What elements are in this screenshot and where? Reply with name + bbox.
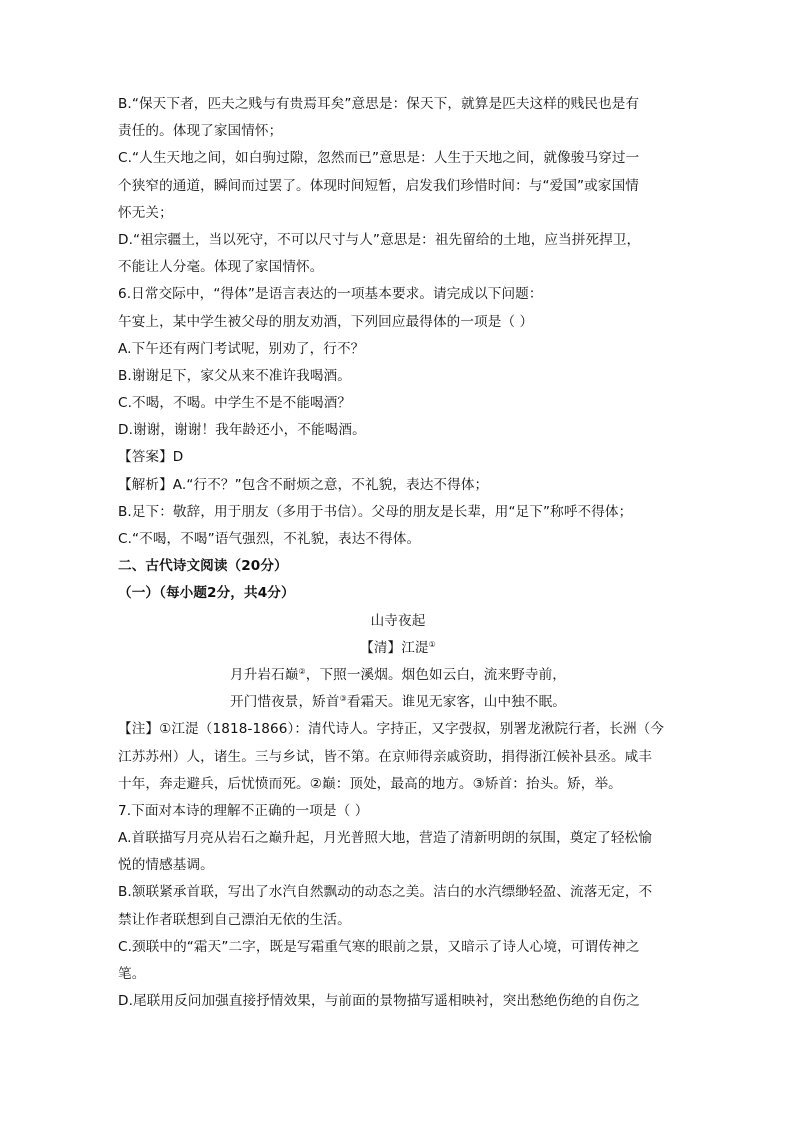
text-line: 个狭窄的通道，瞬间而过罢了。体现时间短暂，启发我们珍惜时间：与“爱国”或家国情	[118, 177, 639, 194]
poem-line: 开门惜夜景，矫首③看霜天。谁见无家客，山中独不眠。	[230, 694, 566, 711]
option-d: D.尾联用反问加强直接抒情效果，与前面的景物描写遥相映衬，突出愁绝伤绝的自伤之	[118, 993, 640, 1010]
poem-line: 月升岩石巅②，下照一溪烟。烟色如云白，流来野寺前，	[230, 666, 566, 683]
option-b: B.谢谢足下，家父从来不准许我喝酒。	[118, 367, 351, 384]
note-line: 【注】①江湜（1818-1866）：清代诗人。字持正，又字弢叔，别署龙湫院行者，长洲（今	[118, 721, 665, 738]
footnote-marker: ②	[298, 666, 306, 676]
poem-title: 山寺夜起	[370, 612, 426, 629]
subsection-heading: （一）（每小题2分，共4分）	[118, 585, 295, 602]
analysis-line: 【解析】A.“行不？”包含不耐烦之意，不礼貌，表达不得体；	[118, 476, 489, 493]
text-line: D.“祖宗疆土，当以死守，不可以尺寸与人”意思是：祖先留给的土地，应当拼死捍卫，	[118, 231, 641, 248]
note-line: 江苏苏州）人，诸生。三与乡试，皆不第。在京师得亲戚资助，捐得浙江候补县丞。咸丰	[118, 748, 653, 765]
section-heading: 二、古代诗文阅读（20分）	[118, 558, 288, 575]
question-6-prompt: 午宴上，某中学生被父母的朋友劝酒，下列回应最得体的一项是（ ）	[118, 313, 534, 330]
footnote-marker: ①	[428, 639, 436, 649]
text-line: B.“保天下者，匹夫之贱与有贵焉耳矣”意思是：保天下，就算是匹夫这样的贱民也是有	[118, 96, 640, 112]
footnote-marker: ③	[339, 694, 347, 704]
document-page	[118, 92, 678, 1016]
analysis-line: B.足下：敬辞，用于朋友（多用于书信）。父母的朋友是长辈，用“足下”称呼不得体；	[118, 503, 633, 520]
question-7-stem: 7.下面对本诗的理解不正确的一项是（ ）	[118, 802, 369, 819]
option-a: A.下午还有两门考试呢，别劝了，行不？	[118, 340, 365, 357]
text-line: 怀无关；	[118, 204, 173, 221]
poem-author: 【清】江湜①	[360, 639, 436, 656]
text-line: C.“人生天地之间，如白驹过隙，忽然而已”意思是：人生于天地之间，就像骏马穿过一	[118, 150, 640, 167]
option-c-cont: 笔。	[118, 966, 146, 982]
option-d: D.谢谢，谢谢！我年龄还小，不能喝酒。	[118, 422, 366, 439]
option-b: B.颔联紧承首联，写出了水汽自然飘动的动态之美。洁白的水汽缥缈轻盈、流落无定，不	[118, 884, 653, 901]
question-6-stem: 6.日常交际中，“得体”是语言表达的一项基本要求。请完成以下问题：	[118, 286, 543, 303]
note-line: 十年，奔走避兵，后忧愤而死。②巅：顶处，最高的地方。③矫首：抬头。矫，举。	[118, 775, 622, 792]
option-c: C.不喝，不喝。中学生不是不能喝酒？	[118, 395, 352, 412]
analysis-line: C.“不喝，不喝”语气强烈，不礼貌，表达不得体。	[118, 531, 421, 547]
text-line: 不能让人分毫。体现了家国情怀。	[118, 259, 324, 276]
option-b-cont: 禁让作者联想到自己漂泊无依的生活。	[118, 911, 351, 928]
option-c: C.颈联中的“霜天”二字，既是写霜重气寒的眼前之景，又暗示了诗人心境，可谓传神之	[118, 938, 640, 955]
answer-line: 【答案】D	[118, 449, 184, 466]
option-a-cont: 悦的情感基调。	[118, 857, 214, 874]
option-a: A.首联描写月亮从岩石之巅升起，月光普照大地，营造了清新明朗的氛围，奠定了轻松愉	[118, 830, 652, 847]
text-line: 责任的。体现了家国情怀；	[118, 123, 283, 140]
